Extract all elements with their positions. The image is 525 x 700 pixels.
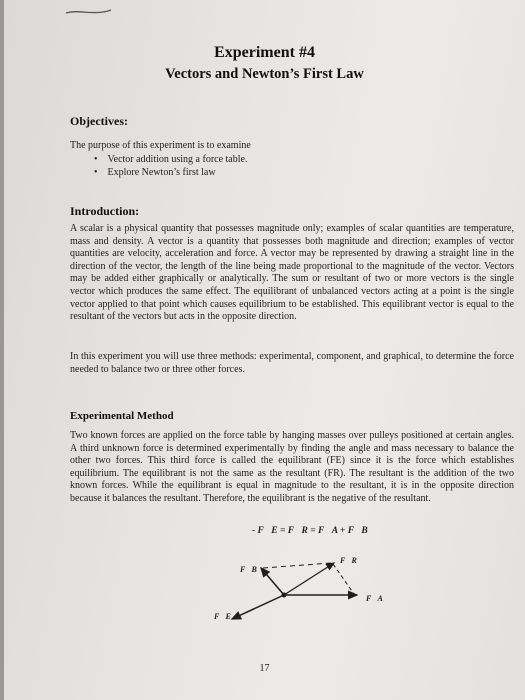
vector-fr-arrow <box>284 563 334 595</box>
document-page <box>4 0 525 700</box>
introduction-paragraph-2: In this experiment you will use three methods: experimental, component, and graphical, to determine the force needed to balance two or three other forces. <box>70 351 514 375</box>
origin-point <box>282 593 287 598</box>
label-fb: F⃗B <box>240 565 257 574</box>
label-fa: F⃗A <box>366 594 383 603</box>
objectives-heading: Objectives: <box>70 114 128 128</box>
objective-item: • Explore Newton’s first law <box>94 166 247 179</box>
label-fe: F⃗E <box>214 612 231 621</box>
dashed-fb-to-fr <box>263 563 331 568</box>
method-heading: Experimental Method <box>70 410 174 422</box>
vector-diagram <box>229 550 389 630</box>
equilibrant-equation: - F⃗E = F⃗R = F⃗A + F⃗B <box>252 526 368 536</box>
page-number: 17 <box>259 663 270 674</box>
objectives-list <box>94 153 247 179</box>
introduction-paragraph-1: A scalar is a physical quantity that possesses magnitude only; examples of scalar quantities are temperature, mass and density. A vector is a quantity that possesses both magnitude and direction; examples of vector quantities are velocity, acceleration and force. A vector may be represented by drawing a straight line in the direction of the vector, the length of the line being made proportional to the magnitude of the vector. Vectors may be added either graphically or analytically. The sum or resultant of two or more vectors is the single vector which produces the same effect. The equilibrant of unbalanced vectors acting at a point is the single vector applied to that point which causes equilibrium to be established. This equilibrant vector is equal to the resultant of the vectors but acts in the opposite direction. <box>70 223 514 323</box>
label-fr: F⃗R <box>340 556 357 565</box>
pen-mark <box>64 4 114 18</box>
page-title: Experiment #4 <box>214 44 315 61</box>
objectives-intro: The purpose of this experiment is to examine <box>70 140 251 151</box>
page-subtitle: Vectors and Newton’s First Law <box>165 66 364 82</box>
introduction-heading: Introduction: <box>70 204 140 218</box>
objective-item: • Vector addition using a force table. <box>94 153 247 166</box>
method-paragraph: Two known forces are applied on the force table by hanging masses over pulleys positioned at certain angles. A third unknown force is determined experimentally by finding the angle and mass necessary to balance the other two forces. This third force is called the equilibrant (FE) since it is the force which establishes equilibrium. The equilibrant is not the same as the resultant (FR). The resultant is the addition of the two known forces. While the equilibrant is equal in magnitude to the resultant, it is in the opposite direction because it balances the resultant. Therefore, the equilibrant is the negative of the resultant. <box>70 430 514 504</box>
dashed-fr-to-fa <box>333 564 354 594</box>
vector-fb-arrow <box>261 568 284 595</box>
vector-fe-arrow <box>232 595 284 619</box>
